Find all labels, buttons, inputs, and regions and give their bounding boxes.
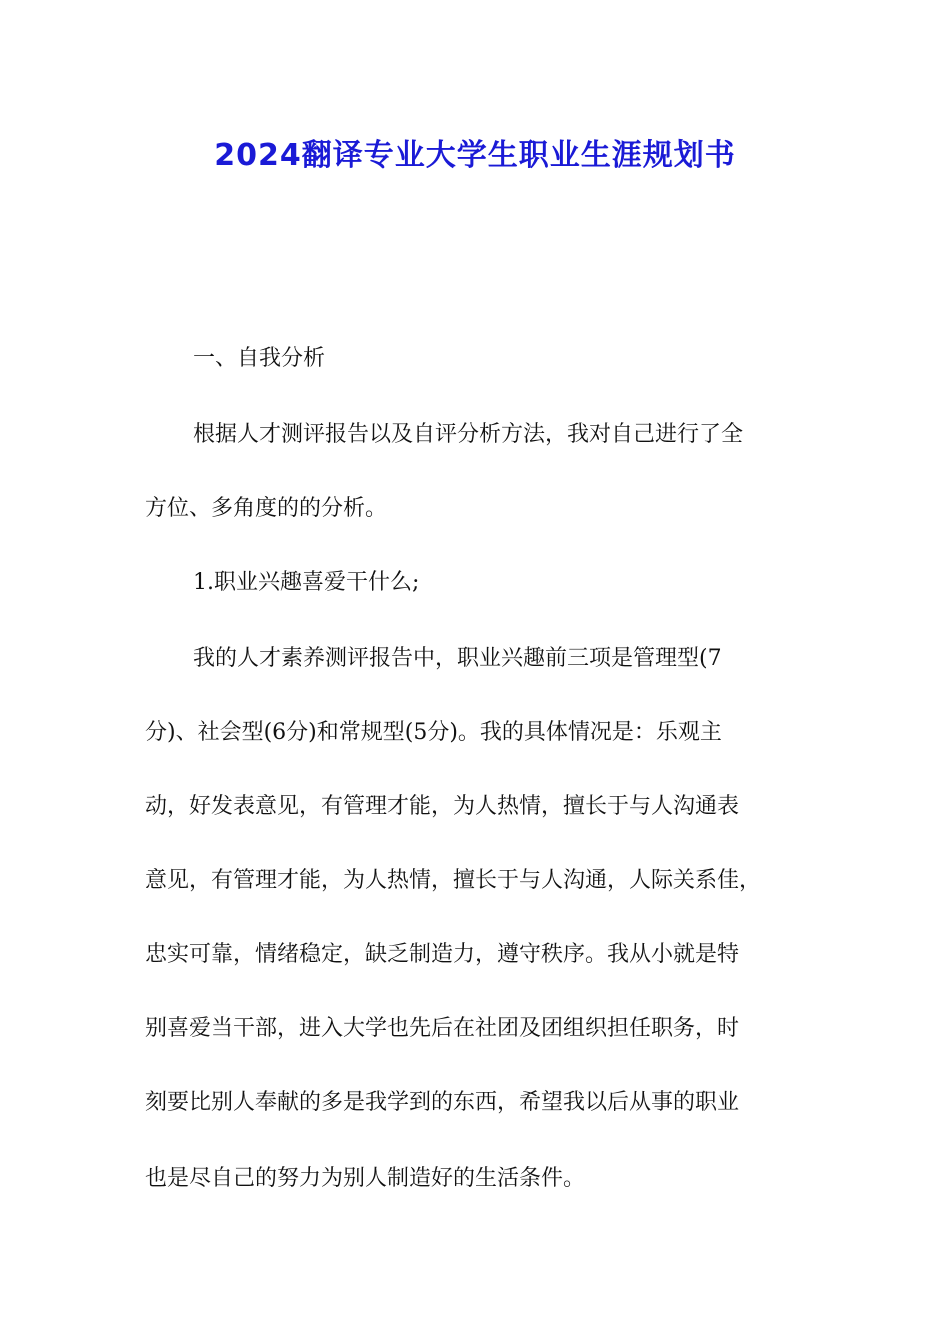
paragraph-line: 忠实可靠，情绪稳定，缺乏制造力，遵守秩序。我从小就是特 bbox=[145, 942, 740, 967]
paragraph-line: 别喜爱当干部，进入大学也先后在社团及团组织担任职务，时 bbox=[145, 1016, 740, 1041]
section-heading: 一、自我分析 bbox=[193, 346, 326, 371]
paragraph-line: 根据人才测评报告以及自评分析方法，我对自己进行了全 bbox=[193, 422, 744, 447]
document-title: 2024翻译专业大学生职业生涯规划书 bbox=[214, 138, 736, 173]
paragraph-line: 方位、多角度的的分析。 bbox=[145, 496, 388, 521]
subsection-heading: 1.职业兴趣喜爱干什么; bbox=[193, 570, 420, 595]
paragraph-line: 刻要比别人奉献的多是我学到的东西，希望我以后从事的职业 bbox=[145, 1090, 740, 1115]
paragraph-line: 动，好发表意见，有管理才能，为人热情，擅长于与人沟通表 bbox=[145, 794, 740, 819]
paragraph-line: 分)、社会型(6分)和常规型(5分)。我的具体情况是：乐观主 bbox=[145, 720, 722, 745]
paragraph-line: 我的人才素养测评报告中，职业兴趣前三项是管理型(7 bbox=[193, 646, 722, 671]
paragraph-line: 意见，有管理才能，为人热情，擅长于与人沟通，人际关系佳， bbox=[145, 868, 762, 893]
paragraph-line: 也是尽自己的努力为别人制造好的生活条件。 bbox=[145, 1166, 586, 1191]
